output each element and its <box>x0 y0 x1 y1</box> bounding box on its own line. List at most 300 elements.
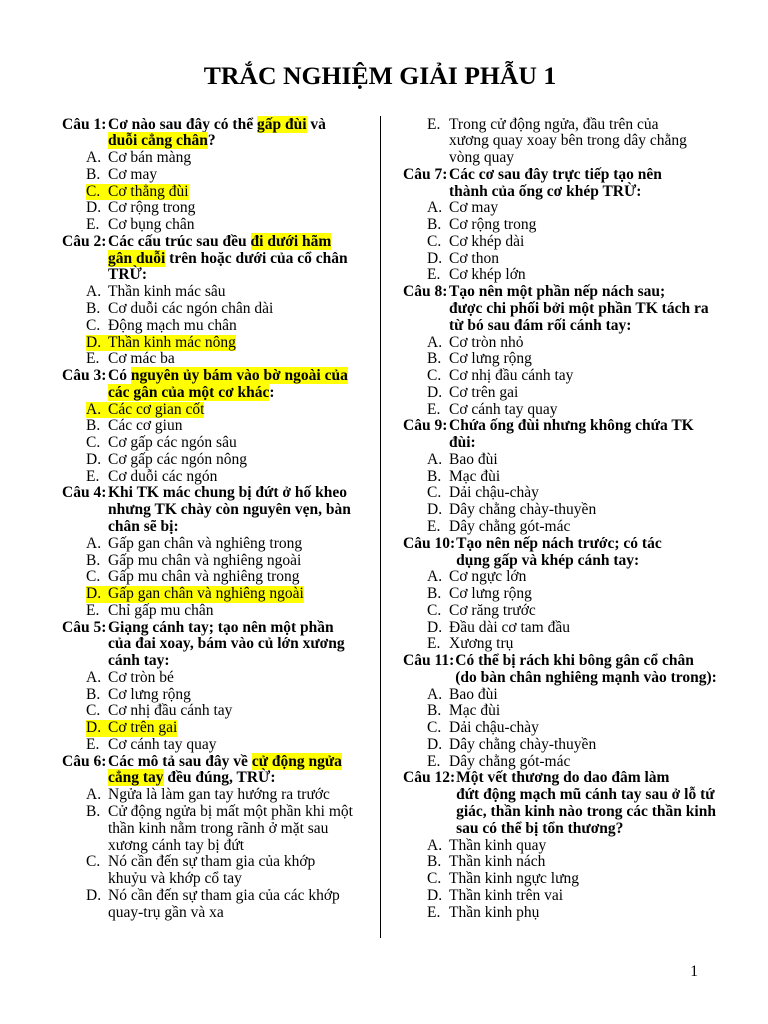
option-body <box>86 469 217 486</box>
answer-option <box>86 284 362 301</box>
option-text: Dải chậu-chày <box>449 484 539 502</box>
text-segment: được chi phối bởi một phần TK tách ra <box>449 300 709 318</box>
answer-option <box>86 200 362 217</box>
option-letter: B. <box>427 702 442 720</box>
text-segment: trên hoặc dưới của cổ chân <box>165 249 348 267</box>
text-segment: Có thể bị rách khi bông gân cổ chân <box>455 652 694 670</box>
answer-option <box>427 452 703 469</box>
option-letter: C. <box>86 568 101 586</box>
question-text-line <box>449 300 709 318</box>
answer-option <box>427 368 703 385</box>
text-segment: đứt động mạch mũ cánh tay sau ở lỗ tứ <box>456 786 715 804</box>
option-body <box>86 737 217 754</box>
question-text-line <box>449 284 703 301</box>
option-text: Cơ gấp các ngón nông <box>108 450 248 468</box>
option-body <box>86 167 157 184</box>
option-line <box>86 553 362 570</box>
option-body <box>86 318 237 335</box>
option-line <box>427 636 703 653</box>
option-text: Thần kinh mác nông <box>108 333 236 351</box>
option-text: Cơ duỗi các ngón chân dài <box>108 300 274 318</box>
text-segment: Tạo nên nếp nách trước; có tác <box>456 534 662 552</box>
option-line <box>86 787 362 804</box>
text-segment: nhưng TK chày còn nguyên vẹn, bàn <box>108 501 351 519</box>
question <box>403 652 717 770</box>
option-text: Cơ khép dài <box>449 232 525 250</box>
option-body <box>86 418 182 435</box>
option-line <box>427 502 703 519</box>
option-body <box>427 586 532 603</box>
option-text: Xương trụ <box>449 635 514 653</box>
answer-option <box>427 385 703 402</box>
question-text-line <box>449 167 703 184</box>
option-body <box>86 335 236 352</box>
option-body <box>86 603 213 620</box>
option-body <box>427 636 513 653</box>
option-line <box>427 402 703 419</box>
answer-option <box>86 536 362 553</box>
option-letter: B. <box>86 685 101 703</box>
option-line <box>427 586 703 603</box>
option-text: Cơ cánh tay quay <box>108 735 217 753</box>
option-letter: C. <box>427 484 442 502</box>
question-stem <box>403 418 703 452</box>
option-letter: D. <box>86 719 102 737</box>
question-text-line <box>449 184 703 201</box>
option-text: Cơ bán màng <box>108 149 192 167</box>
option-letter: E. <box>86 216 100 234</box>
option-letter: C. <box>86 853 101 871</box>
option-line <box>86 838 362 855</box>
answer-options <box>403 452 703 536</box>
answer-option <box>427 888 703 905</box>
option-body <box>427 502 596 519</box>
option-letter: E. <box>427 903 441 921</box>
option-text: Thần kinh mác sâu <box>108 283 226 301</box>
question-text-line <box>108 267 362 284</box>
question-text-line <box>108 385 362 402</box>
option-body <box>427 720 539 737</box>
answer-option <box>86 217 362 234</box>
option-body <box>427 754 570 771</box>
option-letter: A. <box>427 199 443 217</box>
answer-option <box>427 485 703 502</box>
answer-option <box>427 569 703 586</box>
option-body <box>86 452 247 469</box>
option-line <box>427 569 703 586</box>
answer-option <box>427 620 703 637</box>
option-body <box>427 519 570 536</box>
option-text: quay-trụ gần và xa <box>108 903 224 921</box>
option-letter: C. <box>427 232 442 250</box>
option-line <box>427 838 703 855</box>
option-text: Các cơ gian cốt <box>108 400 205 418</box>
option-line <box>86 603 362 620</box>
option-text: Mạc đùi <box>449 467 501 485</box>
option-line <box>86 184 362 201</box>
question-stem <box>403 536 703 570</box>
option-text: Cơ may <box>449 199 499 217</box>
option-body <box>86 888 340 905</box>
answer-options <box>62 536 362 620</box>
answer-option <box>427 402 703 419</box>
left-column <box>62 117 362 922</box>
text-segment: Khi TK mác chung bị đứt ở hố kheo <box>108 484 347 502</box>
option-text: Dây chằng chày-thuyền <box>449 501 597 519</box>
option-body <box>427 452 498 469</box>
option-body <box>86 670 174 687</box>
option-line <box>86 569 362 586</box>
option-text: Cơ khép lớn <box>449 266 526 284</box>
option-body <box>86 586 304 603</box>
text-segment: của đai xoay, bám vào củ lớn xương <box>108 635 345 653</box>
text-segment: đùi: <box>449 434 476 452</box>
option-text: Cơ nhị đầu cánh tay <box>108 702 233 720</box>
option-body <box>427 871 579 888</box>
option-text: Cơ mác ba <box>108 350 175 368</box>
question-stem <box>62 368 362 402</box>
option-line <box>427 620 703 637</box>
option-text: xương cánh tay bị đứt <box>108 836 245 854</box>
option-line <box>86 301 362 318</box>
option-letter: A. <box>86 786 102 804</box>
option-body <box>427 703 500 720</box>
option-body <box>427 905 539 922</box>
option-line <box>427 385 703 402</box>
option-body <box>427 200 498 217</box>
answer-option <box>86 318 362 335</box>
option-line <box>427 888 703 905</box>
answer-option <box>427 687 703 704</box>
question-text <box>449 167 703 201</box>
answer-options <box>403 569 703 653</box>
option-text: Dây chằng gót-mác <box>449 752 571 770</box>
option-letter: B. <box>86 300 101 318</box>
option-text: Cơ tròn nhỏ <box>449 333 524 351</box>
answer-option <box>427 351 703 368</box>
answer-option <box>86 150 362 167</box>
option-text: Cơ lưng rộng <box>449 585 532 603</box>
answer-option <box>427 838 703 855</box>
option-text: Cơ lưng rộng <box>108 685 191 703</box>
option-body <box>427 385 518 402</box>
option-body <box>427 234 524 251</box>
question-text-line <box>449 435 703 452</box>
answer-option <box>86 418 362 435</box>
option-letter: D. <box>86 585 102 603</box>
option-body <box>86 854 315 871</box>
option-text: Cơ trên gai <box>449 383 519 401</box>
option-letter: C. <box>427 367 442 385</box>
option-text: Gấp mu chân và nghiêng trong <box>108 568 300 586</box>
question <box>62 754 362 922</box>
option-text: Cử động ngửa bị mất một phần khi một <box>108 802 353 820</box>
question <box>62 368 362 485</box>
text-segment: Các cấu trúc sau đều <box>108 232 251 250</box>
option-body <box>86 687 191 704</box>
option-body <box>427 737 596 754</box>
option-line <box>427 737 703 754</box>
answer-options <box>62 284 362 368</box>
option-line <box>86 720 362 737</box>
option-body <box>86 553 301 570</box>
option-line <box>86 418 362 435</box>
option-body <box>86 351 175 368</box>
question-text <box>108 485 362 535</box>
answer-option <box>427 586 703 603</box>
option-body <box>86 569 300 586</box>
option-line <box>427 871 703 888</box>
option-letter: A. <box>86 668 102 686</box>
option-line <box>427 754 703 771</box>
question-number: Câu 8: <box>403 283 448 301</box>
question-number: Câu 11: <box>403 652 455 670</box>
option-line <box>86 804 362 821</box>
text-segment: Một vết thương do dao đâm làm <box>456 769 670 787</box>
answer-option <box>86 301 362 318</box>
question-text-line <box>108 754 362 771</box>
answer-option <box>427 603 703 620</box>
option-line <box>86 854 362 871</box>
question-text-line <box>456 770 703 787</box>
option-text: Gấp gan chân và nghiêng trong <box>108 534 303 552</box>
option-text: Dải chậu-chày <box>449 719 539 737</box>
option-body <box>86 217 195 234</box>
question-text-line <box>108 117 362 134</box>
option-letter: C. <box>86 702 101 720</box>
option-text: Cơ gấp các ngón sâu <box>108 434 237 452</box>
option-text: Nó cần đến sự tham gia của khớp <box>108 853 316 871</box>
option-line <box>86 888 362 905</box>
question-text <box>449 418 703 452</box>
option-letter: D. <box>427 886 443 904</box>
answer-options <box>403 335 703 419</box>
option-line <box>427 351 703 368</box>
text-segment: giác, thần kinh nào trong các thần kinh <box>456 802 716 820</box>
option-body <box>86 536 302 553</box>
option-line <box>427 217 703 234</box>
answer-option <box>427 502 703 519</box>
answer-option <box>86 854 362 888</box>
option-line <box>86 284 362 301</box>
answer-option <box>86 703 362 720</box>
question-text-line <box>456 821 703 838</box>
question <box>403 769 716 921</box>
option-line <box>86 200 362 217</box>
option-letter: B. <box>86 802 101 820</box>
option-letter: D. <box>427 249 443 267</box>
option-text: Trong cử động ngửa, đầu trên của <box>449 115 659 133</box>
answer-option <box>86 787 362 804</box>
option-letter: B. <box>427 853 442 871</box>
option-letter: D. <box>427 735 443 753</box>
option-line <box>427 519 703 536</box>
question-text-line <box>108 234 362 251</box>
option-body <box>427 267 526 284</box>
option-line <box>427 469 703 486</box>
question-number: Câu 7: <box>403 165 448 183</box>
option-letter: E. <box>86 735 100 753</box>
option-body <box>86 184 189 201</box>
highlighted-answer-option <box>86 586 362 603</box>
option-body <box>427 368 573 385</box>
option-line <box>427 720 703 737</box>
option-body <box>427 620 570 637</box>
question-stem <box>403 769 716 837</box>
option-body <box>86 804 353 821</box>
question <box>403 418 703 535</box>
highlighted-text: gấp đùi <box>256 115 307 133</box>
text-segment: và <box>306 115 326 133</box>
question <box>62 620 362 754</box>
text-segment: Giạng cánh tay; tạo nên một phần <box>108 618 334 636</box>
option-letter: A. <box>427 836 443 854</box>
option-text: Cơ rộng trong <box>108 199 196 217</box>
option-line <box>427 251 703 268</box>
option-body <box>427 603 536 620</box>
option-text: Cơ răng trước <box>449 601 536 619</box>
option-text: Cơ rộng trong <box>449 216 537 234</box>
highlighted-answer-option <box>86 402 362 419</box>
text-segment: TRỪ: <box>108 266 148 284</box>
option-letter: A. <box>427 333 443 351</box>
option-letter: D. <box>427 383 443 401</box>
option-line <box>86 217 362 234</box>
question-stem <box>62 620 362 670</box>
answer-options <box>403 838 703 922</box>
option-letter: A. <box>86 534 102 552</box>
option-text: Thần kinh ngực lưng <box>449 870 580 888</box>
question-number: Câu 9: <box>403 417 448 435</box>
question-continuation <box>403 117 703 167</box>
option-line <box>86 670 362 687</box>
answer-option <box>427 737 703 754</box>
option-body <box>86 150 191 167</box>
option-text: Chỉ gấp mu chân <box>108 601 214 619</box>
question-text-line <box>108 502 362 519</box>
option-line <box>86 351 362 368</box>
highlighted-answer-option <box>86 184 362 201</box>
text-segment: ? <box>207 132 216 150</box>
option-letter: E. <box>427 752 441 770</box>
option-text: Thần kinh quay <box>449 836 547 854</box>
question-text <box>108 234 362 284</box>
option-letter: A. <box>427 685 443 703</box>
option-line <box>86 452 362 469</box>
option-line <box>427 267 703 284</box>
answer-option <box>86 687 362 704</box>
option-text: Cơ cánh tay quay <box>449 400 558 418</box>
question-number: Câu 4: <box>62 484 107 502</box>
option-letter: D. <box>86 333 102 351</box>
option-letter: A. <box>427 450 443 468</box>
question-text-line <box>455 653 703 670</box>
option-text: Mạc đùi <box>449 702 501 720</box>
text-segment: đều đúng, TRỪ: <box>163 769 276 787</box>
option-letter: B. <box>86 165 101 183</box>
option-letter: A. <box>86 400 102 418</box>
question <box>62 234 362 368</box>
option-text: Bao đùi <box>449 450 498 468</box>
option-text: Thần kinh nách <box>449 853 546 871</box>
option-text: Nó cần đến sự tham gia của các khớp <box>108 886 340 904</box>
answer-option <box>427 217 703 234</box>
option-letter: B. <box>427 350 442 368</box>
question-number: Câu 10: <box>403 534 456 552</box>
option-line <box>427 452 703 469</box>
option-line <box>427 687 703 704</box>
question-text <box>108 117 362 151</box>
option-line <box>86 402 362 419</box>
text-segment: dụng gấp và khép cánh tay: <box>456 551 640 569</box>
option-line <box>427 368 703 385</box>
option-body <box>86 402 204 419</box>
answer-option <box>427 335 703 352</box>
option-letter: D. <box>427 618 443 636</box>
question-stem <box>62 117 362 151</box>
question-number: Câu 2: <box>62 232 107 250</box>
question-text <box>108 620 362 670</box>
question-stem <box>403 652 717 687</box>
answer-option <box>427 754 703 771</box>
option-line <box>427 335 703 352</box>
option-body <box>86 787 330 804</box>
text-segment: Chứa ống đùi nhưng không chứa TK <box>449 417 694 435</box>
highlighted-text: cẳng tay <box>108 769 164 787</box>
text-segment: Các cơ sau đây trực tiếp tạo nên <box>449 165 662 183</box>
option-body <box>86 720 177 737</box>
highlighted-text: các gân của một cơ khác <box>108 383 270 401</box>
option-line <box>86 536 362 553</box>
question-text-line <box>456 553 703 570</box>
option-letter: C. <box>86 316 101 334</box>
answer-option <box>86 553 362 570</box>
option-text: Thần kinh trên vai <box>449 886 564 904</box>
option-letter: D. <box>86 199 102 217</box>
option-letter: C. <box>86 434 101 452</box>
option-body <box>427 854 545 871</box>
option-letter: D. <box>427 501 443 519</box>
text-segment: Các mô tả sau đây về <box>108 752 252 770</box>
text-segment: (do bàn chân nghiêng mạnh vào trong): <box>455 668 717 686</box>
question-text-line <box>108 251 362 268</box>
option-line <box>427 200 703 217</box>
question-stem <box>403 283 709 334</box>
answer-options <box>403 200 703 284</box>
option-body <box>86 435 237 452</box>
option-letter: E. <box>86 467 100 485</box>
option-letter: C. <box>427 719 442 737</box>
option-text: Cơ trên gai <box>108 719 178 737</box>
question-number: Câu 3: <box>62 367 107 385</box>
option-letter: B. <box>86 417 101 435</box>
question <box>403 167 703 284</box>
question-number: Câu 12: <box>403 769 456 787</box>
option-text: thần kinh nằm trong rãnh ở mặt sau <box>108 819 329 837</box>
answer-option <box>86 569 362 586</box>
question-text-line <box>108 133 362 150</box>
answer-option <box>427 200 703 217</box>
option-text: Cơ lưng rộng <box>449 350 532 368</box>
text-segment: : <box>269 383 275 401</box>
column-divider <box>380 116 381 938</box>
answer-option <box>86 737 362 754</box>
option-text: khuỷu và khớp cổ tay <box>108 870 242 888</box>
option-letter: E. <box>427 400 441 418</box>
option-body <box>427 687 498 704</box>
question <box>62 117 362 234</box>
question <box>403 536 703 653</box>
